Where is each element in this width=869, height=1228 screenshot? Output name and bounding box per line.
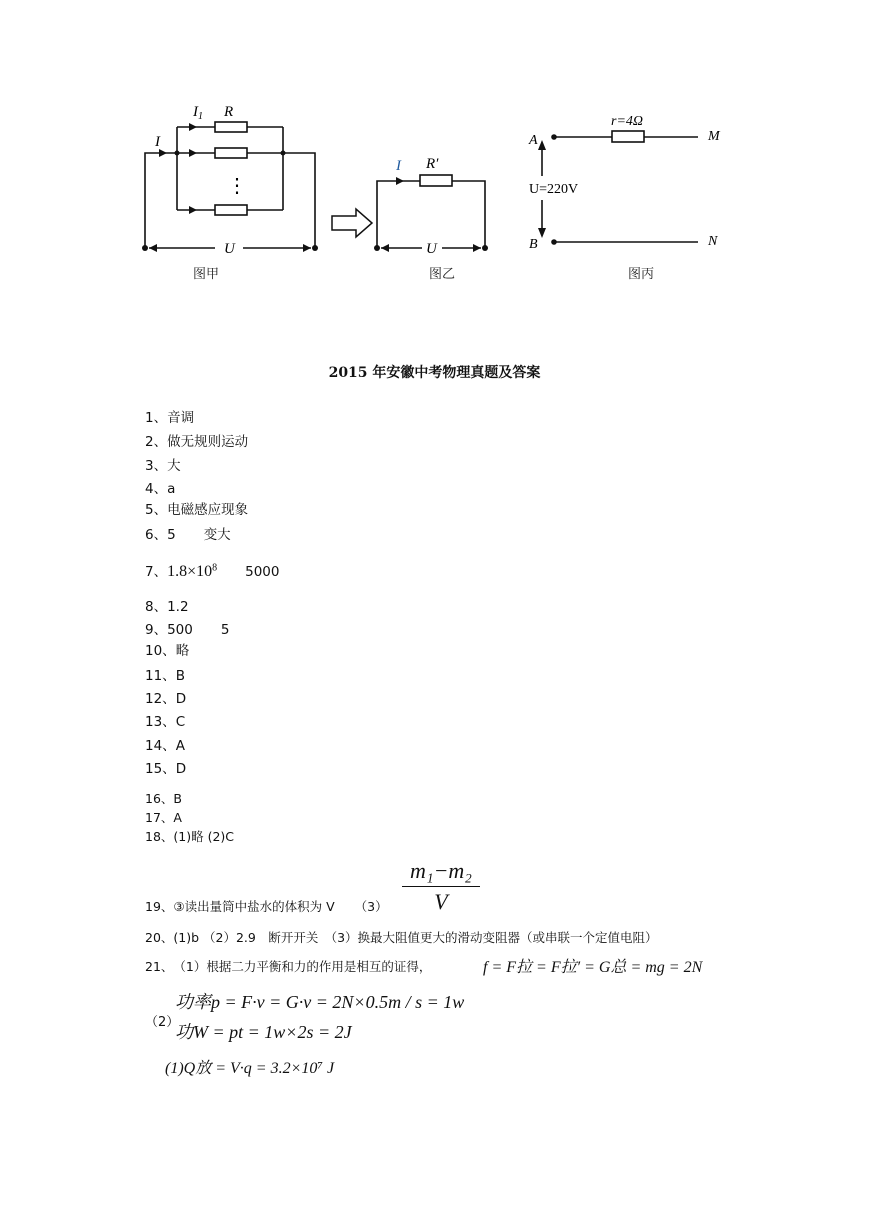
answer-9: 9、500 5 (145, 622, 230, 638)
answer-16: 16、B (145, 791, 182, 806)
figure-jia-caption: 图甲 (193, 267, 220, 282)
yi-label-i: I (396, 158, 401, 174)
jia-label-u: U (224, 241, 235, 257)
page-title: 2015 年安徽中考物理真题及答案 (328, 365, 541, 381)
answer-18: 18、(1)略 (2)C (145, 829, 235, 844)
answer-7: 7、$1.8\times 10^8$ 5000 (145, 562, 280, 580)
bing-label-r: r=4Ω (611, 114, 644, 129)
bing-label-b: B (529, 237, 538, 252)
yi-label-r: R′ (426, 156, 439, 172)
q21-force-formula: f = F拉 = F拉′ = G总 = mg = 2N (483, 959, 703, 976)
q21-part2-label: （2） (145, 1015, 180, 1030)
answer-3: 3、大 (145, 458, 181, 474)
q21-power-formula: 功率p = F·v = G·v = 2N×0.5m / s = 1w (175, 992, 465, 1012)
answer-15: 15、D (145, 761, 187, 777)
answer-5: 5、电磁感应现象 (145, 502, 249, 518)
answer-1: 1、音调 (145, 410, 195, 426)
answer-2: 2、做无规则运动 (145, 434, 249, 450)
answer-19: 19、③读出量筒中盐水的体积为 V （3） (145, 899, 388, 914)
figure-yi-caption: 图乙 (429, 267, 456, 282)
answer-10: 10、略 (145, 643, 190, 659)
q19-fraction-denominator: V (434, 889, 448, 914)
bing-label-m: M (708, 129, 720, 144)
bing-label-n: N (708, 234, 718, 249)
arrow-right-icon (330, 207, 374, 239)
q22-heat-formula: (1)Q放 = V·q = 3.2×10⁷ J (165, 1060, 335, 1077)
answer-11: 11、B (145, 668, 185, 684)
answer-14: 14、A (145, 738, 185, 754)
q19-fraction-numerator: m₁−m₂ (402, 858, 480, 887)
q21-work-formula: 功W = pt = 1w×2s = 2J (175, 1022, 352, 1042)
answer-17: 17、A (145, 810, 182, 825)
figure-yi-circuit (370, 150, 495, 260)
jia-label-i-total: I (155, 134, 160, 150)
answer-21: 21、（1）根据二力平衡和力的作用是相互的证得， (145, 959, 432, 974)
answer-13: 13、C (145, 714, 186, 730)
jia-label-i1: $I_1$ (193, 104, 203, 122)
bing-label-u: U=220V (529, 182, 579, 197)
answer-4: 4、a (145, 481, 176, 497)
yi-label-u: U (426, 241, 437, 257)
answer-12: 12、D (145, 691, 187, 707)
figure-bing-circuit (520, 108, 740, 256)
answer-20: 20、(1)b （2）2.9 断开开关 （3）换最大阻值更大的滑动变阻器（或串联一个定值电阻） (145, 930, 658, 945)
answer-6: 6、5 变大 (145, 527, 231, 543)
jia-label-dots: ⋮ (227, 175, 247, 197)
figure-bing-caption: 图丙 (628, 267, 655, 282)
bing-label-a: A (529, 133, 538, 148)
jia-label-r: R (224, 104, 234, 120)
q19-fraction (402, 858, 480, 915)
figure-jia-circuit (135, 95, 330, 260)
answer-8: 8、1.2 (145, 599, 189, 615)
